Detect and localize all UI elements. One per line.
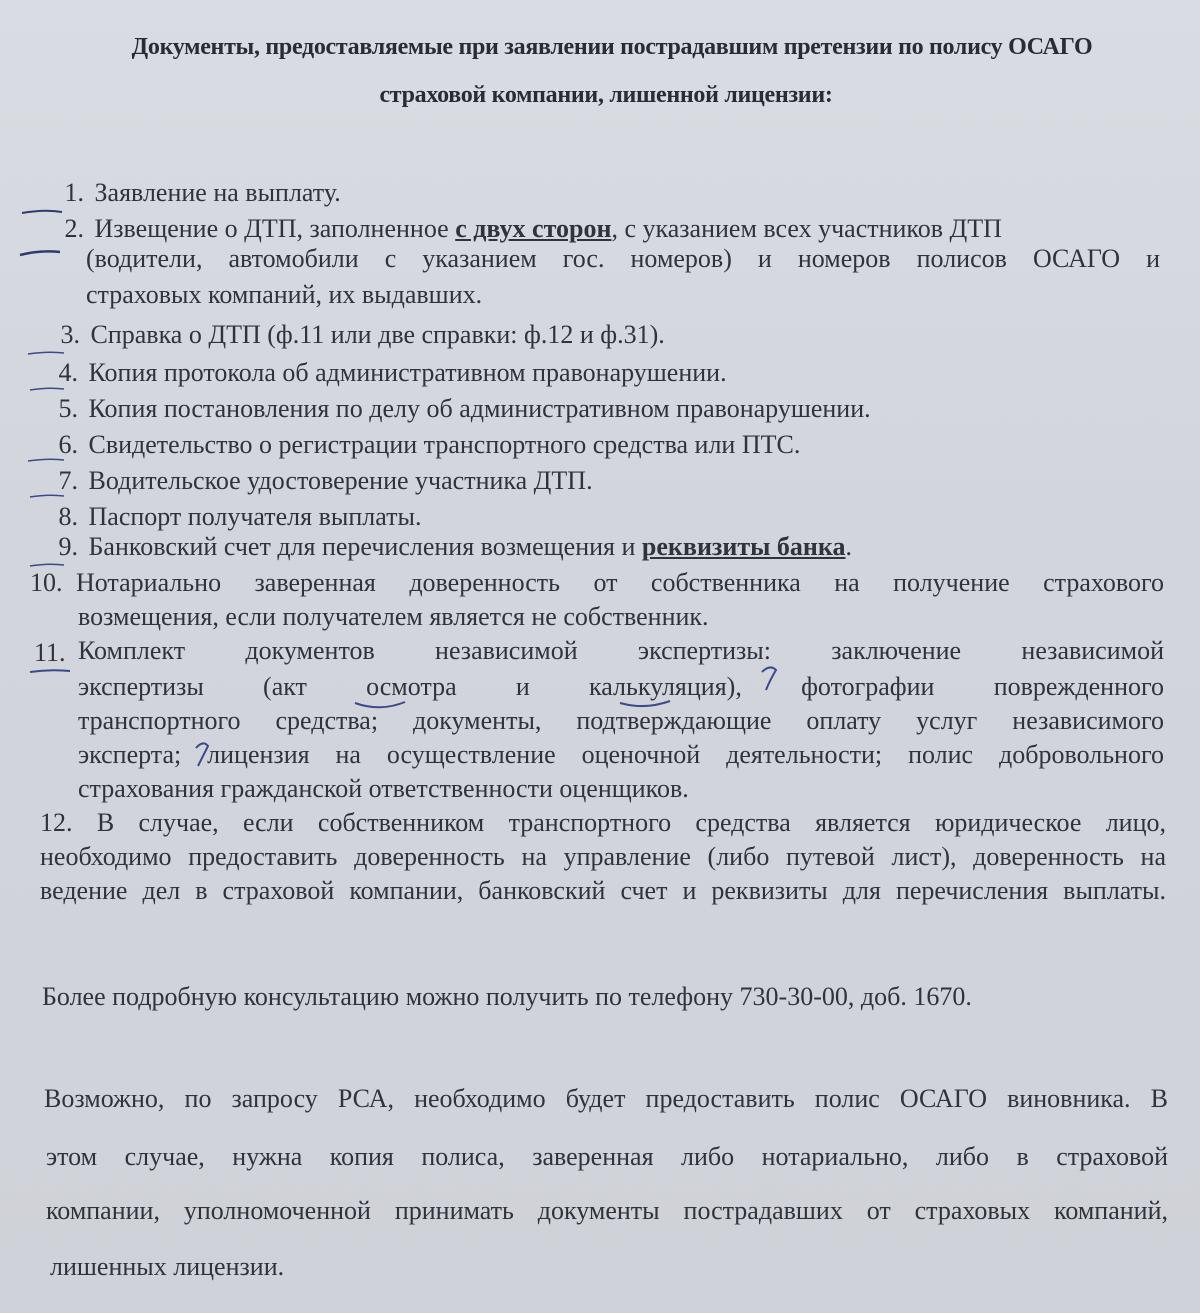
list-item-11-line-2: экспертизы (акт осмотра и калькуляция), фотографии поврежденного bbox=[78, 672, 1164, 701]
item-text: Паспорт получателя выплаты. bbox=[88, 502, 422, 531]
list-item-1 bbox=[36, 176, 341, 210]
list-item-11-line-3: транспортного средства; документы, подтверждающие оплату услуг независимого bbox=[78, 706, 1164, 735]
item-text: Копия протокола об административном правонарушении. bbox=[88, 358, 727, 387]
list-item-2-line-2: (водители, автомобили с указанием гос. номеров) и номеров полисов ОСАГО и bbox=[86, 244, 1160, 273]
list-item-2 bbox=[36, 212, 1002, 246]
list-item-10-line-1: Нотариально заверенная доверенность от собственника на получение страхового bbox=[76, 568, 1164, 597]
item-text: Извещение о ДТП, заполненное bbox=[94, 214, 456, 243]
item-number: 1. bbox=[64, 178, 84, 207]
item-text: Заявление на выплату. bbox=[94, 178, 341, 207]
ink-underline-11 bbox=[30, 670, 70, 672]
list-item-11-number: 11. bbox=[34, 638, 66, 667]
list-item-7 bbox=[30, 464, 593, 498]
item-number: 5. bbox=[58, 394, 78, 423]
list-item-10-number: 10. bbox=[30, 568, 63, 597]
document-title-line-2: страховой компании, лишенной лицензии: bbox=[379, 82, 833, 108]
item-number: 7. bbox=[58, 466, 78, 495]
list-item-12-line-3: ведение дел в страховой компании, банковский счет и реквизиты для перечисления выплаты. bbox=[40, 876, 1166, 905]
list-item-9 bbox=[30, 530, 852, 564]
item-text: Свидетельство о регистрации транспортного средства или ПТС. bbox=[88, 430, 801, 459]
note-line-2: этом случае, нужна копия полиса, заверенная либо нотариально, либо в страховой bbox=[46, 1142, 1168, 1171]
list-item-11-line-4: эксперта; лицензия на осуществление оценочной деятельности; полис добровольного bbox=[78, 740, 1164, 769]
consultation-text: Более подробную консультацию можно получить по телефону 730-30-00, доб. 1670. bbox=[42, 982, 972, 1011]
note-line-1: Возможно, по запросу РСА, необходимо будет предоставить полис ОСАГО виновника. В bbox=[44, 1084, 1168, 1113]
list-item-2-line-3: страховых компаний, их выдавших. bbox=[86, 280, 483, 309]
list-item-6 bbox=[30, 428, 800, 462]
item-number: 8. bbox=[58, 502, 78, 531]
item-number: 12. bbox=[40, 808, 73, 837]
ink-underline-3 bbox=[28, 352, 64, 354]
list-item-11-line-1: Комплект документов независимой экспертизы: заключение независимой bbox=[78, 636, 1164, 665]
ink-underline-2 bbox=[20, 251, 60, 255]
list-item-10-line-2: возмещения, если получателем является не собственник. bbox=[78, 602, 709, 631]
item-text: , с указанием всех участников ДТП bbox=[611, 214, 1002, 243]
item-text: Справка о ДТП (ф.11 или две справки: ф.12 и ф.31). bbox=[90, 320, 665, 349]
item-text-emphasis: реквизиты банка bbox=[641, 532, 846, 561]
item-number: 6. bbox=[58, 430, 78, 459]
list-item-3 bbox=[32, 318, 665, 352]
note-line-4: лишенных лицензии. bbox=[50, 1252, 285, 1281]
list-item-8 bbox=[30, 500, 421, 534]
item-number: 9. bbox=[58, 532, 78, 561]
note-line-3: компании, уполномоченной принимать документы пострадавших от страховых компаний, bbox=[46, 1196, 1168, 1225]
item-number: 3. bbox=[60, 320, 80, 349]
item-text: Банковский счет для перечисления возмещения и bbox=[88, 532, 642, 561]
item-text: Копия постановления по делу об административном правонарушении. bbox=[88, 394, 871, 423]
list-item-12-line-1: 12. В случае, если собственником транспортного средства является юридическое лицо, bbox=[40, 808, 1167, 837]
list-item-11-line-5: страхования гражданской ответственности оценщиков. bbox=[78, 774, 689, 803]
item-number: 4. bbox=[58, 358, 78, 387]
item-number: 2. bbox=[64, 214, 84, 243]
item-text-emphasis: с двух сторон bbox=[455, 214, 612, 243]
document-title-line-1: Документы, предоставляемые при заявлении пострадавшим претензии по полису ОСАГО bbox=[131, 34, 1093, 60]
list-item-4 bbox=[30, 356, 727, 390]
list-item-5 bbox=[30, 392, 871, 426]
item-text: . bbox=[845, 532, 852, 561]
list-item-12-line-2: необходимо предоставить доверенность на управление (либо путевой лист), доверенность на bbox=[40, 842, 1166, 871]
item-text: Водительское удостоверение участника ДТП. bbox=[88, 466, 593, 495]
